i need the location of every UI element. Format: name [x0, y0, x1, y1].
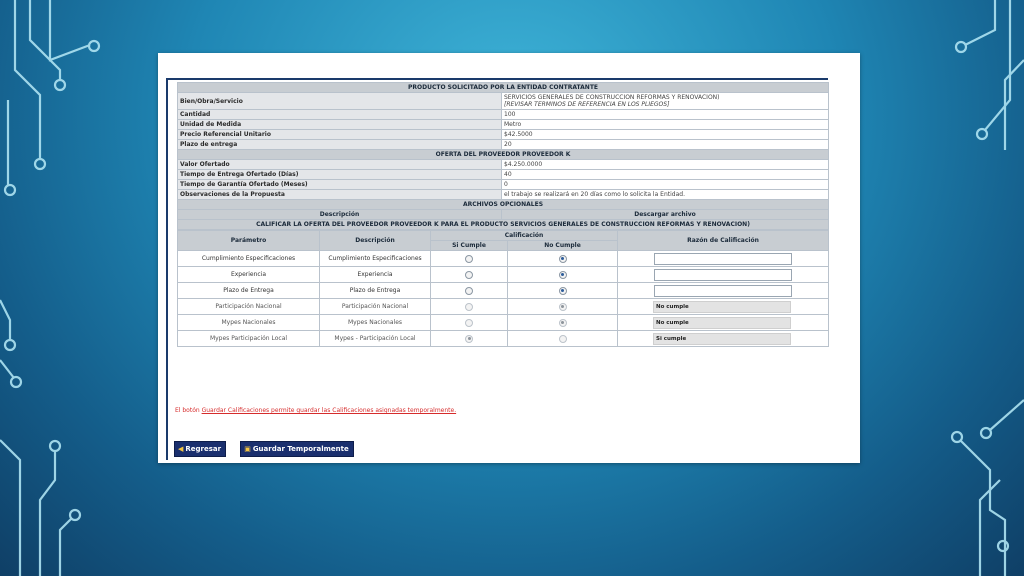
col-no: No Cumple [508, 241, 618, 251]
col-yes: Si Cumple [431, 241, 508, 251]
files-col-description: Descripción [178, 210, 502, 220]
table-row [178, 283, 829, 299]
app-window [158, 53, 860, 463]
radio-yes[interactable] [465, 271, 473, 279]
grading-table [177, 230, 829, 347]
parameter-cell: Cumplimiento Especificaciones [178, 251, 320, 267]
parameter-cell: Plazo de Entrega [178, 283, 320, 299]
col-grade: Calificación [431, 231, 618, 241]
row-label: Tiempo de Entrega Ofertado (Días) [178, 170, 502, 180]
note-suffix: permite guardar las Calificaciones asignadas temporalmente. [269, 407, 457, 414]
row-value: 100 [502, 110, 829, 120]
service-value: SERVICIOS GENERALES DE CONSTRUCCION REFORMAS Y RENOVACION) [504, 94, 720, 101]
radio-yes [465, 319, 473, 327]
row-label: Precio Referencial Unitario [178, 130, 502, 140]
row-value [502, 93, 829, 110]
row-value: 40 [502, 170, 829, 180]
row-label: Unidad de Medida [178, 120, 502, 130]
row-label: Observaciones de la Propuesta [178, 190, 502, 200]
row-value: el trabajo se realizará en 20 días como lo solicita la Entidad. [502, 190, 829, 200]
table-row [178, 315, 829, 331]
reason-input[interactable] [654, 285, 792, 297]
button-bar [174, 436, 363, 457]
grading-section-title: CALIFICAR LA OFERTA DEL PROVEEDOR PROVEEDOR K PARA EL PRODUCTO SERVICIOS GENERALES DE CONSTRUCCION REFORMAS Y RENOVACION) [178, 220, 829, 230]
radio-no[interactable] [559, 255, 567, 263]
radio-no[interactable] [559, 271, 567, 279]
table-row [178, 267, 829, 283]
save-temp-label: Guardar Temporalmente [252, 445, 349, 453]
product-table [177, 82, 829, 230]
col-description: Descripción [320, 231, 431, 251]
parameter-cell: Participación Nacional [178, 299, 320, 315]
table-row [178, 251, 829, 267]
back-button[interactable] [174, 441, 226, 457]
save-note [175, 407, 456, 414]
reason-readonly: No cumple [653, 317, 791, 329]
radio-no [559, 303, 567, 311]
radio-yes [465, 303, 473, 311]
description-cell: Mypes Nacionales [320, 315, 431, 331]
parameter-cell: Experiencia [178, 267, 320, 283]
service-sub-note: [REVISAR TERMINOS DE REFERENCIA EN LOS PLIEGOS] [504, 101, 670, 108]
parameter-cell: Mypes Nacionales [178, 315, 320, 331]
row-label: Plazo de entrega [178, 140, 502, 150]
radio-yes[interactable] [465, 255, 473, 263]
back-arrow-icon: ◀ [178, 445, 184, 453]
description-cell: Experiencia [320, 267, 431, 283]
product-section-title: PRODUCTO SOLICITADO POR LA ENTIDAD CONTRATANTE [178, 83, 829, 93]
radio-no [559, 319, 567, 327]
note-link[interactable]: Guardar Calificaciones [201, 407, 270, 414]
col-parameter: Parámetro [178, 231, 320, 251]
radio-no [559, 335, 567, 343]
files-col-download: Descargar archivo [502, 210, 829, 220]
description-cell: Participación Nacional [320, 299, 431, 315]
radio-yes [465, 335, 473, 343]
back-label: Regresar [185, 445, 222, 453]
parameter-cell: Mypes Participación Local [178, 331, 320, 347]
row-label: Bien/Obra/Servicio [178, 93, 502, 110]
radio-no[interactable] [559, 287, 567, 295]
row-label: Cantidad [178, 110, 502, 120]
description-cell: Cumplimiento Especificaciones [320, 251, 431, 267]
offer-section-title: OFERTA DEL PROVEEDOR PROVEEDOR K [178, 150, 829, 160]
row-value: 20 [502, 140, 829, 150]
table-row [178, 331, 829, 347]
reason-input[interactable] [654, 269, 792, 281]
row-value: $4.250.0000 [502, 160, 829, 170]
reason-readonly: Si cumple [653, 333, 791, 345]
note-prefix: El botón [175, 407, 202, 414]
reason-readonly: No cumple [653, 301, 791, 313]
content-frame [166, 78, 828, 460]
reason-input[interactable] [654, 253, 792, 265]
description-cell: Plazo de Entrega [320, 283, 431, 299]
col-reason: Razón de Calificación [618, 231, 829, 251]
row-label: Valor Ofertado [178, 160, 502, 170]
save-icon: ▣ [244, 445, 251, 453]
row-value: Metro [502, 120, 829, 130]
table-row [178, 299, 829, 315]
description-cell: Mypes - Participación Local [320, 331, 431, 347]
files-section-title: ARCHIVOS OPCIONALES [178, 200, 829, 210]
row-value: 0 [502, 180, 829, 190]
row-value: $42.5000 [502, 130, 829, 140]
save-temp-button[interactable] [240, 441, 354, 457]
radio-yes[interactable] [465, 287, 473, 295]
row-label: Tiempo de Garantía Ofertado (Meses) [178, 180, 502, 190]
